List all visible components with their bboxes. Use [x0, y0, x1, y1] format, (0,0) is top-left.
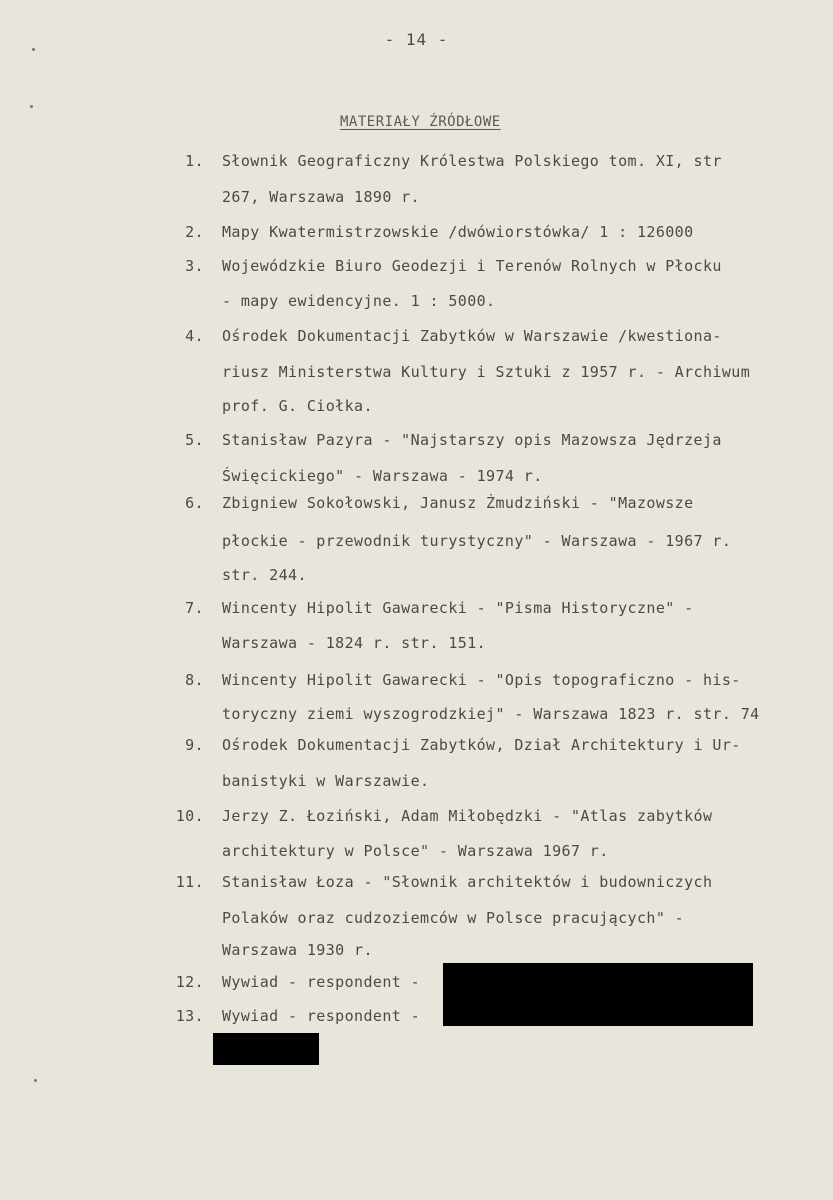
- source-text-line: Stanisław Pazyra - "Najstarszy opis Mazowsza Jędrzeja: [222, 431, 722, 449]
- source-text-line: Warszawa - 1824 r. str. 151.: [222, 634, 487, 652]
- source-number: 10.: [175, 807, 204, 825]
- source-number: 4.: [185, 327, 204, 345]
- source-text-line: architektury w Polsce" - Warszawa 1967 r.: [222, 842, 609, 860]
- source-number: 13.: [175, 1007, 204, 1025]
- source-number: 5.: [185, 431, 204, 449]
- source-text-line: Wincenty Hipolit Gawarecki - "Pisma Historyczne" -: [222, 599, 694, 617]
- source-text-line: banistyki w Warszawie.: [222, 772, 430, 790]
- source-text-line: płockie - przewodnik turystyczny" - Warszawa - 1967 r.: [222, 532, 732, 550]
- redaction-box: [213, 1033, 319, 1065]
- source-text-line: Ośrodek Dokumentacji Zabytków, Dział Architektury i Ur-: [222, 736, 741, 754]
- source-number: 9.: [185, 736, 204, 754]
- source-text-line: - mapy ewidencyjne. 1 : 5000.: [222, 292, 496, 310]
- source-text-line: Wojewódzkie Biuro Geodezji i Terenów Rolnych w Płocku: [222, 257, 722, 275]
- margin-mark: [34, 1079, 37, 1082]
- source-text-line: prof. G. Ciołka.: [222, 397, 373, 415]
- source-text-line: Słownik Geograficzny Królestwa Polskiego tom. XI, str: [222, 152, 722, 170]
- margin-mark: [30, 105, 33, 108]
- redaction-box: [443, 963, 753, 1026]
- source-text-line: Wywiad - respondent -: [222, 1007, 421, 1025]
- margin-mark: [32, 48, 35, 51]
- source-text-line: Święcickiego" - Warszawa - 1974 r.: [222, 467, 543, 485]
- source-text-line: Polaków oraz cudzoziemców w Polsce pracujących" -: [222, 909, 685, 927]
- source-text-line: toryczny ziemi wyszogrodzkiej" - Warszawa 1823 r. str. 74: [222, 705, 760, 723]
- section-heading: MATERIAŁY ŹRÓDŁOWE: [340, 114, 501, 130]
- source-text-line: Warszawa 1930 r.: [222, 941, 373, 959]
- source-text-line: Wywiad - respondent -: [222, 973, 421, 991]
- source-number: 1.: [185, 152, 204, 170]
- source-text-line: Ośrodek Dokumentacji Zabytków w Warszawie /kwestiona-: [222, 327, 722, 345]
- source-number: 8.: [185, 671, 204, 689]
- source-number: 2.: [185, 223, 204, 241]
- source-number: 6.: [185, 494, 204, 512]
- source-text-line: Wincenty Hipolit Gawarecki - "Opis topograficzno - his-: [222, 671, 741, 689]
- source-number: 3.: [185, 257, 204, 275]
- source-number: 11.: [175, 873, 204, 891]
- source-text-line: Jerzy Z. Łoziński, Adam Miłobędzki - "Atlas zabytków: [222, 807, 713, 825]
- source-text-line: 267, Warszawa 1890 r.: [222, 188, 421, 206]
- source-text-line: str. 244.: [222, 566, 307, 584]
- page-number: - 14 -: [384, 30, 449, 49]
- source-number: 12.: [175, 973, 204, 991]
- source-text-line: Mapy Kwatermistrzowskie /dwówiorstówka/ 1 : 126000: [222, 223, 694, 241]
- source-text-line: riusz Ministerstwa Kultury i Sztuki z 1957 r. - Archiwum: [222, 363, 751, 381]
- source-text-line: Zbigniew Sokołowski, Janusz Żmudziński - "Mazowsze: [222, 494, 694, 512]
- source-text-line: Stanisław Łoza - "Słownik architektów i budowniczych: [222, 873, 713, 891]
- source-number: 7.: [185, 599, 204, 617]
